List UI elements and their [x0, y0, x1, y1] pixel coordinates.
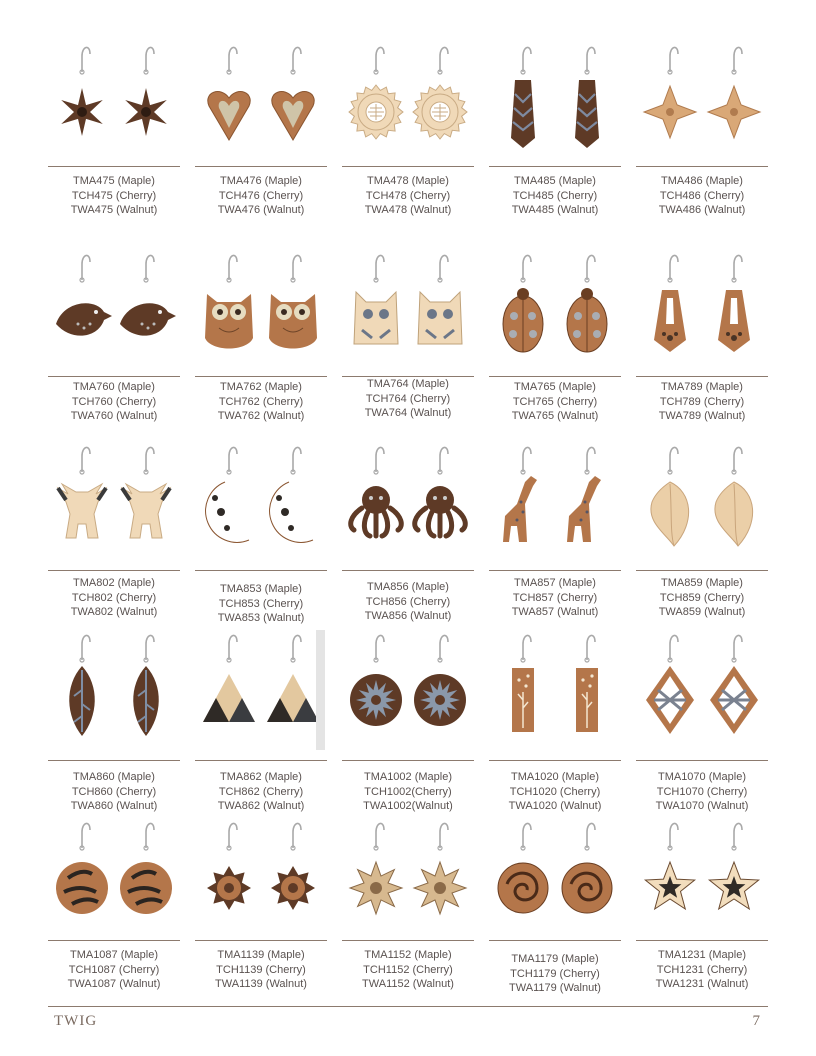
sku-walnut: TWA1002(Walnut) — [363, 800, 453, 812]
item-divider — [636, 940, 768, 941]
quatrefoil-earrings-icon — [636, 42, 768, 162]
triangle-earrings-icon — [195, 630, 327, 750]
sku-maple: TMA764 (Maple) — [367, 378, 449, 390]
sku-caption — [195, 380, 327, 424]
sku-cherry: TCH476 (Cherry) — [218, 189, 304, 202]
item-divider — [195, 570, 327, 571]
star-earrings-icon — [342, 818, 474, 938]
sku-cherry: TCH862 (Cherry) — [218, 785, 304, 798]
sku-maple: TMA1070 (Maple) — [657, 771, 747, 783]
sku-walnut: TWA860 (Walnut) — [70, 800, 158, 812]
sku-caption — [489, 952, 621, 996]
sku-cherry: TCH860 (Cherry) — [71, 785, 157, 798]
long-chevron-earrings-icon — [489, 42, 621, 162]
sku-maple: TMA475 (Maple) — [73, 175, 155, 187]
sku-maple: TMA1231 (Maple) — [657, 949, 747, 961]
sku-maple: TMA856 (Maple) — [367, 581, 449, 593]
sku-walnut: TWA760 (Walnut) — [70, 410, 158, 422]
sku-walnut: TWA478 (Walnut) — [364, 204, 452, 216]
sku-walnut: TWA762 (Walnut) — [217, 410, 305, 422]
moose-earrings-icon — [48, 442, 180, 562]
sku-walnut: TWA857 (Walnut) — [511, 606, 599, 618]
leaf-earrings-icon — [48, 630, 180, 750]
item-divider — [342, 760, 474, 761]
sku-walnut: TWA1179 (Walnut) — [509, 982, 601, 994]
sku-caption — [195, 582, 327, 626]
bird-earrings-icon — [48, 250, 180, 370]
footer-brand: TWIG — [54, 1013, 98, 1029]
item-divider — [195, 940, 327, 941]
sku-cherry: TCH1070 (Cherry) — [656, 785, 748, 798]
feather-earrings-icon — [636, 442, 768, 562]
knot-earrings-icon — [636, 630, 768, 750]
item-divider — [489, 760, 621, 761]
item-divider — [48, 376, 180, 377]
sku-cherry: TCH853 (Cherry) — [218, 597, 304, 610]
sku-maple: TMA478 (Maple) — [367, 175, 449, 187]
sku-caption — [48, 576, 180, 620]
sku-caption — [489, 576, 621, 620]
item-divider — [48, 570, 180, 571]
sku-walnut: TWA1020 (Walnut) — [508, 800, 602, 812]
item-divider — [636, 376, 768, 377]
sku-caption — [195, 948, 327, 992]
sku-caption — [342, 770, 474, 814]
sku-walnut: TWA1231 (Walnut) — [655, 978, 749, 990]
sku-caption — [342, 948, 474, 992]
item-divider — [489, 570, 621, 571]
item-divider — [489, 940, 621, 941]
item-divider — [636, 166, 768, 167]
sku-cherry: TCH1020 (Cherry) — [509, 785, 601, 798]
sku-caption — [489, 770, 621, 814]
sku-maple: TMA1020 (Maple) — [510, 771, 600, 783]
sku-walnut: TWA486 (Walnut) — [658, 204, 746, 216]
sku-cherry: TCH1087 (Cherry) — [68, 963, 160, 976]
sku-walnut: TWA1087 (Walnut) — [67, 978, 161, 990]
sku-maple: TMA476 (Maple) — [220, 175, 302, 187]
item-divider — [342, 940, 474, 941]
sku-walnut: TWA764 (Walnut) — [364, 407, 452, 419]
sku-walnut: TWA856 (Walnut) — [364, 610, 452, 622]
owl-earrings-icon — [195, 250, 327, 370]
sku-cherry: TCH475 (Cherry) — [71, 189, 157, 202]
ladybug-earrings-icon — [489, 250, 621, 370]
sku-maple: TMA789 (Maple) — [661, 381, 743, 393]
sku-cherry: TCH1002(Cherry) — [364, 785, 452, 798]
sku-cherry: TCH857 (Cherry) — [512, 591, 598, 604]
sku-cherry: TCH760 (Cherry) — [71, 395, 157, 408]
sku-walnut: TWA475 (Walnut) — [70, 204, 158, 216]
cat-owl-earrings-icon — [342, 250, 474, 370]
sku-caption — [636, 174, 768, 218]
sku-walnut: TWA476 (Walnut) — [217, 204, 305, 216]
sku-cherry: TCH1139 (Cherry) — [216, 963, 306, 976]
sku-caption — [636, 380, 768, 424]
sku-cherry: TCH1231 (Cherry) — [656, 963, 748, 976]
sku-walnut: TWA862 (Walnut) — [217, 800, 305, 812]
sku-maple: TMA862 (Maple) — [220, 771, 302, 783]
round-leaf-earrings-icon — [48, 818, 180, 938]
sku-caption — [489, 174, 621, 218]
sku-maple: TMA857 (Maple) — [514, 577, 596, 589]
sku-caption — [636, 948, 768, 992]
item-divider — [636, 570, 768, 571]
sku-cherry: TCH765 (Cherry) — [512, 395, 598, 408]
rectangle-tree-earrings-icon — [489, 630, 621, 750]
sku-cherry: TCH856 (Cherry) — [365, 595, 451, 608]
sku-maple: TMA486 (Maple) — [661, 175, 743, 187]
item-divider — [636, 760, 768, 761]
tie-earrings-icon — [636, 250, 768, 370]
rose-earrings-icon — [489, 818, 621, 938]
sku-maple: TMA760 (Maple) — [73, 381, 155, 393]
sku-maple: TMA1087 (Maple) — [69, 949, 159, 961]
sku-caption — [342, 580, 474, 624]
sku-maple: TMA1179 (Maple) — [511, 953, 599, 965]
sku-caption — [636, 770, 768, 814]
sku-maple: TMA1152 (Maple) — [364, 949, 452, 961]
photo-edge-strip — [316, 630, 325, 750]
heart-earrings-icon — [195, 42, 327, 162]
sku-cherry: TCH762 (Cherry) — [218, 395, 304, 408]
item-divider — [48, 166, 180, 167]
sku-cherry: TCH859 (Cherry) — [659, 591, 745, 604]
item-divider — [195, 166, 327, 167]
sku-maple: TMA485 (Maple) — [514, 175, 596, 187]
round-mandala-earrings-icon — [342, 630, 474, 750]
sku-walnut: TWA789 (Walnut) — [658, 410, 746, 422]
flower-mandala-earrings-icon — [342, 42, 474, 162]
sku-caption — [195, 770, 327, 814]
sku-maple: TMA860 (Maple) — [73, 771, 155, 783]
sku-cherry: TCH486 (Cherry) — [659, 189, 745, 202]
sku-maple: TMA859 (Maple) — [661, 577, 743, 589]
sku-walnut: TWA765 (Walnut) — [511, 410, 599, 422]
sku-walnut: TWA802 (Walnut) — [70, 606, 158, 618]
sku-maple: TMA1002 (Maple) — [363, 771, 453, 783]
sku-cherry: TCH478 (Cherry) — [365, 189, 451, 202]
snowflake-earrings-icon — [48, 42, 180, 162]
sku-cherry: TCH802 (Cherry) — [71, 591, 157, 604]
item-divider — [342, 570, 474, 571]
item-divider — [489, 166, 621, 167]
sku-walnut: TWA853 (Walnut) — [217, 612, 305, 624]
sku-caption — [636, 576, 768, 620]
sku-caption — [342, 377, 474, 421]
sku-caption — [195, 174, 327, 218]
sku-caption — [48, 948, 180, 992]
octopus-earrings-icon — [342, 442, 474, 562]
item-divider — [48, 940, 180, 941]
sku-walnut: TWA859 (Walnut) — [658, 606, 746, 618]
sku-maple: TMA853 (Maple) — [220, 583, 302, 595]
sku-cherry: TCH789 (Cherry) — [659, 395, 745, 408]
sku-walnut: TWA1070 (Walnut) — [655, 800, 749, 812]
sku-maple: TMA762 (Maple) — [220, 381, 302, 393]
item-divider — [48, 760, 180, 761]
giraffe-earrings-icon — [489, 442, 621, 562]
sku-caption — [48, 174, 180, 218]
footer-divider — [48, 1006, 768, 1007]
sku-walnut: TWA1152 (Walnut) — [362, 978, 454, 990]
item-divider — [195, 760, 327, 761]
sku-walnut: TWA485 (Walnut) — [511, 204, 599, 216]
moon-earrings-icon — [195, 442, 327, 562]
pinwheel-flower-earrings-icon — [195, 818, 327, 938]
starfish-earrings-icon — [636, 818, 768, 938]
item-divider — [489, 376, 621, 377]
sku-maple: TMA1139 (Maple) — [217, 949, 305, 961]
sku-caption — [48, 380, 180, 424]
sku-cherry: TCH1179 (Cherry) — [510, 967, 600, 980]
sku-maple: TMA765 (Maple) — [514, 381, 596, 393]
sku-maple: TMA802 (Maple) — [73, 577, 155, 589]
item-divider — [195, 376, 327, 377]
sku-caption — [342, 174, 474, 218]
sku-walnut: TWA1139 (Walnut) — [215, 978, 307, 990]
item-divider — [342, 166, 474, 167]
page-number: 7 — [752, 1013, 760, 1029]
sku-cherry: TCH1152 (Cherry) — [363, 963, 453, 976]
sku-caption — [489, 380, 621, 424]
sku-cherry: TCH764 (Cherry) — [365, 392, 451, 405]
sku-caption — [48, 770, 180, 814]
sku-cherry: TCH485 (Cherry) — [512, 189, 598, 202]
